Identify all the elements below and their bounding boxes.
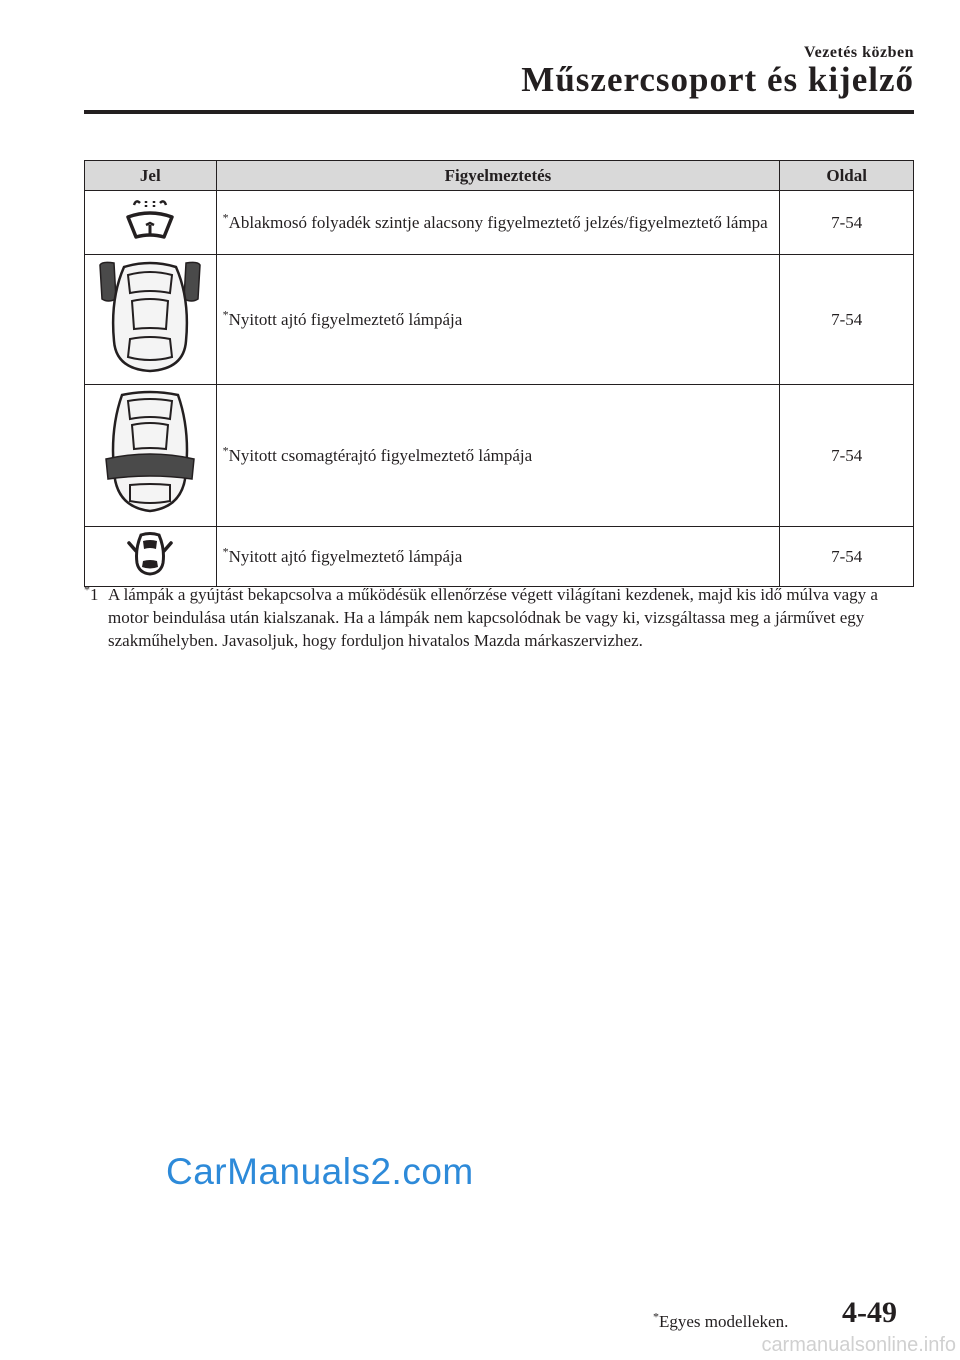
warning-text-cell: *Nyitott ajtó figyelmeztető lámpája bbox=[216, 255, 780, 385]
liftgate-open-car-topview-icon bbox=[100, 389, 200, 517]
symbol-cell bbox=[85, 255, 217, 385]
table-row bbox=[85, 191, 914, 255]
washer-fluid-icon bbox=[120, 195, 180, 245]
page-ref-cell: 7-54 bbox=[780, 527, 914, 587]
symbol-cell bbox=[85, 385, 217, 527]
symbol-cell bbox=[85, 191, 217, 255]
warning-text-cell: *Nyitott csomagtérajtó figyelmeztető lámpája bbox=[216, 385, 780, 527]
column-header-symbol: Jel bbox=[85, 161, 217, 191]
asterisk-mark: * bbox=[222, 209, 229, 224]
footer-note: *Egyes modelleken. bbox=[653, 1309, 789, 1331]
site-watermark: carmanualsonline.info bbox=[761, 1334, 956, 1356]
table-header-row bbox=[85, 161, 914, 191]
table-row bbox=[85, 385, 914, 527]
asterisk-mark: * bbox=[653, 1309, 659, 1324]
warning-table bbox=[84, 160, 914, 587]
asterisk-mark: * bbox=[222, 442, 229, 457]
table-row bbox=[85, 527, 914, 587]
column-header-page: Oldal bbox=[780, 161, 914, 191]
page-title: Műszercsoport és kijelző bbox=[521, 60, 914, 99]
watermark: CarManuals2.com bbox=[166, 1151, 474, 1192]
page-ref-cell: 7-54 bbox=[780, 385, 914, 527]
page-ref-cell: 7-54 bbox=[780, 255, 914, 385]
door-open-small-icon bbox=[127, 531, 173, 577]
table-row bbox=[85, 255, 914, 385]
footnote-mark: *1 bbox=[84, 582, 99, 604]
warning-text-cell: *Nyitott ajtó figyelmeztető lámpája bbox=[216, 527, 780, 587]
door-open-car-topview-icon bbox=[94, 259, 206, 375]
asterisk-mark: * bbox=[222, 306, 229, 321]
footnote-text: A lámpák a gyújtást bekapcsolva a működésük ellenőrzése végett világítani kezdenek, majd kis idő múlva vagy a motor beindulása után kialszanak. Ha a lámpák nem kapcsolódnak be vagy ki, vizsgáltassa meg a járművet egy szakműhelyben. Javasoljuk, hogy forduljon hivatalos Mazda márkaszervizhez. bbox=[108, 585, 878, 650]
page-ref-cell: 7-54 bbox=[780, 191, 914, 255]
symbol-cell bbox=[85, 527, 217, 587]
column-header-warning: Figyelmeztetés bbox=[216, 161, 780, 191]
asterisk-mark: * bbox=[222, 543, 229, 558]
section-title: Vezetés közben bbox=[804, 44, 914, 61]
footnote bbox=[84, 583, 914, 652]
header-divider bbox=[84, 110, 914, 114]
warning-text-cell: *Ablakmosó folyadék szintje alacsony figyelmeztető jelzés/figyelmeztető lámpa bbox=[216, 191, 780, 255]
page-number: 4-49 bbox=[842, 1296, 897, 1329]
